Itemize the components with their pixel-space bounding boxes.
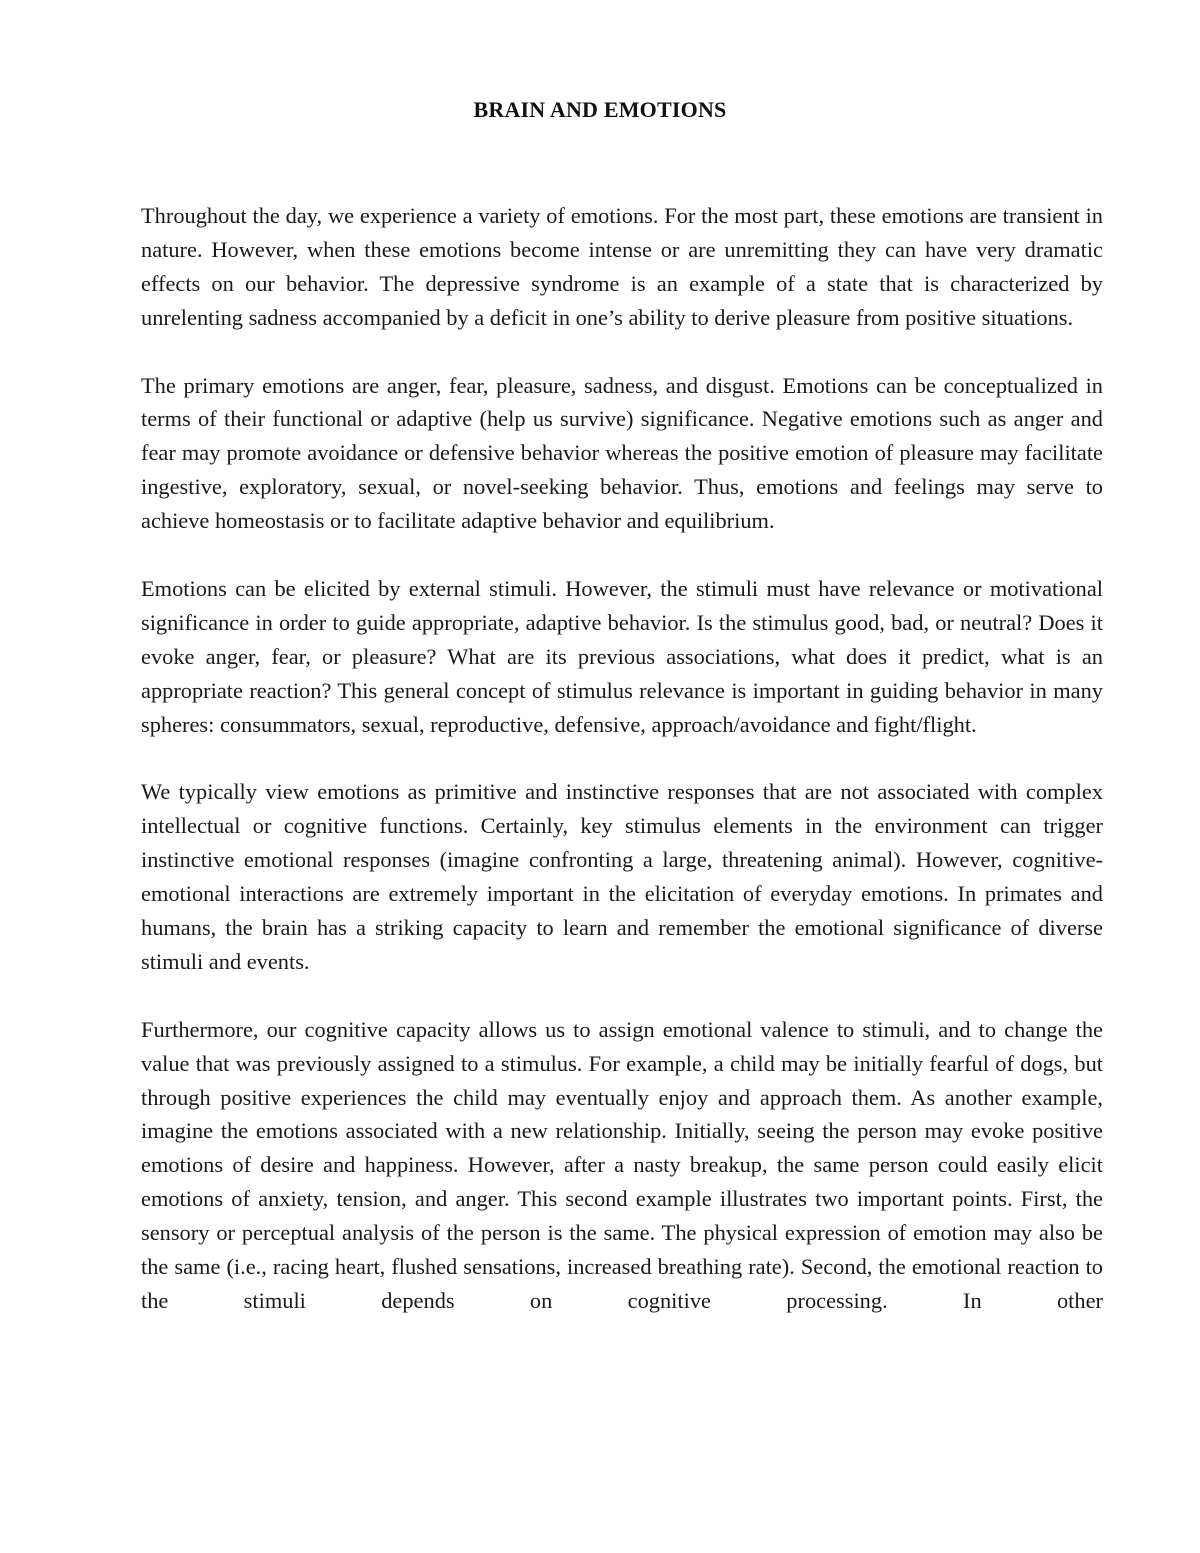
- document-title: BRAIN AND EMOTIONS: [473, 97, 727, 122]
- paragraph-1: Throughout the day, we experience a variety of emotions. For the most part, these emotions are transient in nature. However, when these emotions become intense or are unremitting they can have very dramatic effects on our behavior. The depressive syndrome is an example of a state that is characterized by unrelenting sadness accompanied by a deficit in one’s ability to derive pleasure from positive situations.: [141, 203, 1103, 330]
- paragraph-2: The primary emotions are anger, fear, pleasure, sadness, and disgust. Emotions can be conceptualized in terms of their functional or adaptive (help us survive) significance. Negative emotions such as anger and fear may promote avoidance or defensive behavior whereas the positive emotion of pleasure may facilitate ingestive, exploratory, sexual, or novel-seeking behavior. Thus, emotions and feelings may serve to achieve homeostasis or to facilitate adaptive behavior and equilibrium.: [141, 372, 1103, 534]
- document-body: [141, 199, 1103, 1318]
- paragraph-4: We typically view emotions as primitive and instinctive responses that are not associated with complex intellectual or cognitive functions. Certainly, key stimulus elements in the environment can trigger instinctive emotional responses (imagine confronting a large, threatening animal). However, cognitive-emotional interactions are extremely important in the elicitation of everyday emotions. In primates and humans, the brain has a striking capacity to learn and remember the emotional significance of diverse stimuli and events.: [141, 779, 1103, 974]
- paragraph-5: Furthermore, our cognitive capacity allows us to assign emotional valence to stimuli, and to change the value that was previously assigned to a stimulus. For example, a child may be initially fearful of dogs, but through positive experiences the child may eventually enjoy and approach them. As another example, imagine the emotions associated with a new relationship. Initially, seeing the person may evoke positive emotions of desire and happiness. However, after a nasty breakup, the same person could easily elicit emotions of anxiety, tension, and anger. This second example illustrates two important points. First, the sensory or perceptual analysis of the person is the same. The physical expression of emotion may also be the same (i.e., racing heart, flushed sensations, increased breathing rate). Second, the emotional reaction to the stimuli depends on cognitive processing. In other: [141, 1016, 1103, 1313]
- paragraph-3: Emotions can be elicited by external stimuli. However, the stimuli must have relevance or motivational significance in order to guide appropriate, adaptive behavior. Is the stimulus good, bad, or neutral? Does it evoke anger, fear, or pleasure? What are its previous associations, what does it predict, what is an appropriate reaction? This general concept of stimulus relevance is important in guiding behavior in many spheres: consummators, sexual, reproductive, defensive, approach/avoidance and fight/flight.: [141, 575, 1103, 737]
